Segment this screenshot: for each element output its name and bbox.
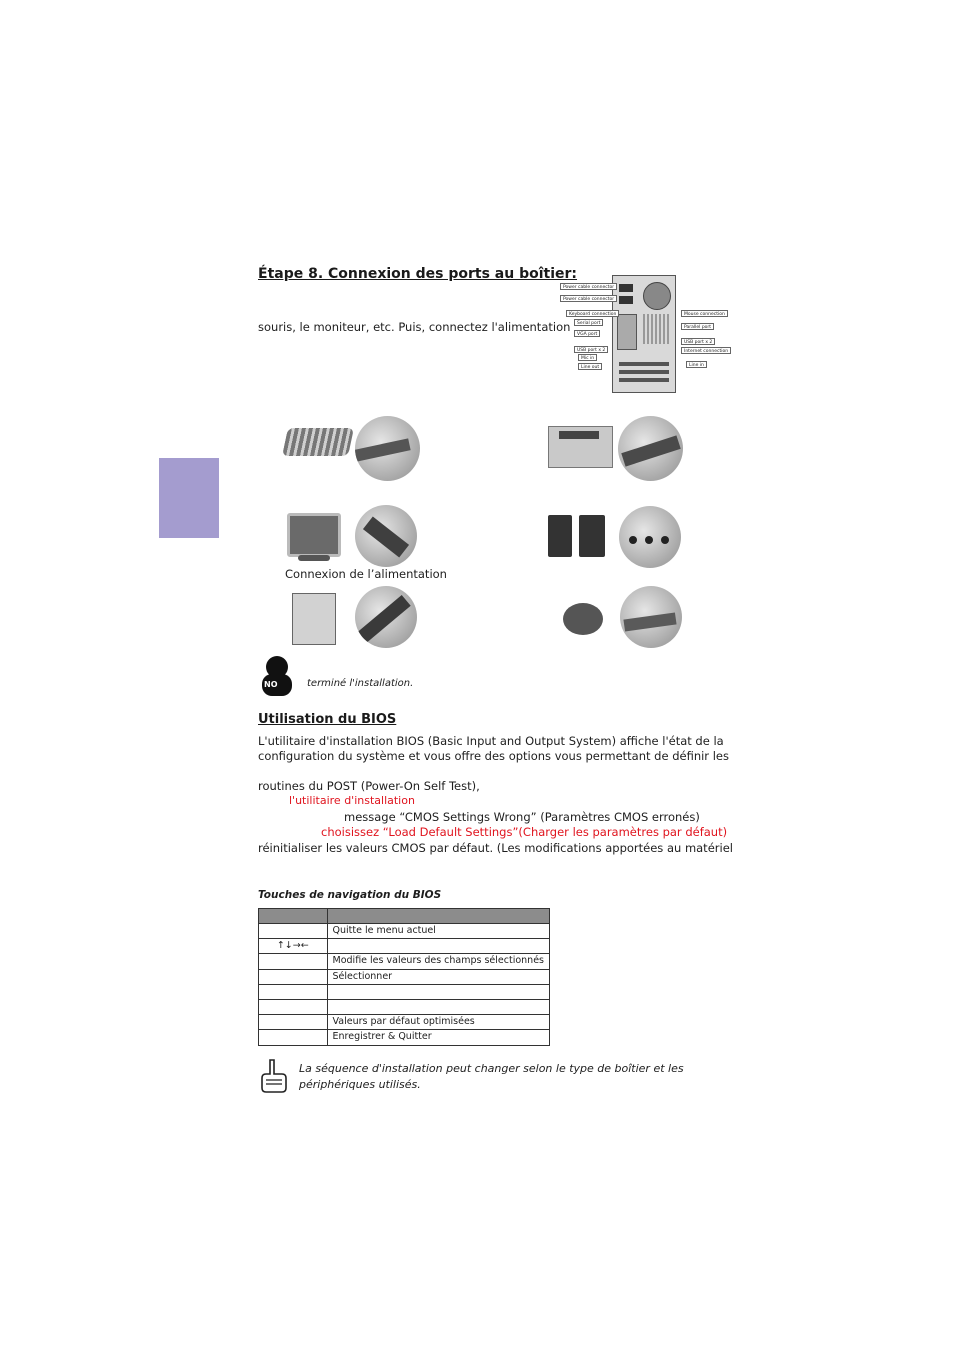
callout-label: Keyboard connection [566,310,619,317]
table-cell-key [259,999,328,1014]
callout-label: USB port x 2 [681,338,715,345]
slot-icon [619,378,669,382]
bios-nav-table [258,908,550,1046]
table-cell-desc [327,939,549,954]
table-row [259,954,550,969]
callout-label: USB port x 2 [574,346,608,353]
case-illustration [612,275,676,393]
fan-icon [643,282,671,310]
printer-icon [548,426,613,468]
vent-icon [643,314,669,344]
callout-label: Line out [578,363,602,370]
callout-label: Power cable connector [560,295,617,302]
note2-text-line: périphériques utilisés. [299,1078,421,1091]
table-cell-desc [327,984,549,999]
printer-port-closeup-icon [618,416,683,481]
callout-label: Parallel port [681,323,714,330]
keyboard-icon [282,428,354,456]
table-cell-desc: Modifie les valeurs des champs sélectionnés [327,954,549,969]
bios-paragraph-line: routines du POST (Power-On Self Test), [258,779,480,793]
callout-label: VGA port [574,330,600,337]
table-cell-desc: Enregistrer & Quitter [327,1030,549,1045]
chapter-side-tab [159,458,219,538]
bios-setup-utility-highlight: l'utilitaire d'installation [289,794,415,807]
table-cell-desc: Sélectionner [327,969,549,984]
pointing-hand-note-icon [258,1058,288,1094]
note1-text: terminé l'installation. [307,678,414,689]
monitor-icon [287,513,341,557]
table-row [259,924,550,939]
table-cell-desc [327,999,549,1014]
callout-label: Serial port [574,319,603,326]
table-cell-desc: Valeurs par défaut optimisées [327,1015,549,1030]
table-cell-desc: Quitte le menu actuel [327,924,549,939]
note2-text-line: La séquence d'installation peut changer selon le type de boîtier et les [299,1062,684,1075]
load-default-settings-highlight: choisissez “Load Default Settings”(Charger les paramètres par défaut) [321,825,728,839]
mouse-icon [563,603,603,635]
table-cell-key [259,969,328,984]
ports-body-text: souris, le moniteur, etc. Puis, connectez l'alimentation [258,320,571,334]
vga-port-closeup-icon [355,505,417,567]
callout-label: Mouse connection [681,310,728,317]
table-row [259,999,550,1014]
bios-paragraph-line: configuration du système et vous offre des options vous permettant de définir les [258,749,729,763]
power-cable-closeup-icon [355,586,417,648]
keyboard-port-closeup-icon [355,416,420,481]
callout-label: Power cable connector [560,283,617,290]
table-cell-key [259,909,328,924]
slot-icon [619,370,669,374]
table-row [259,984,550,999]
power-socket-icon [619,284,633,292]
power-connection-label: Connexion de l’alimentation [285,567,447,581]
bios-nav-title: Touches de navigation du BIOS [258,889,442,901]
callout-label: Mic in [578,354,597,361]
table-header-row [259,909,550,924]
bios-paragraph-line: message “CMOS Settings Wrong” (Paramètres CMOS erronés) [344,810,700,824]
io-ports-icon [617,314,637,350]
table-row [259,969,550,984]
table-cell-key [259,984,328,999]
table-cell-key: ↑↓→← [259,939,328,954]
bios-paragraph-line: L'utilitaire d'installation BIOS (Basic Input and Output System) affiche l'état de la [258,734,724,748]
table-row [259,939,550,954]
section-title-bios: Utilisation du BIOS [258,712,397,727]
no-warning-icon: NO [260,656,294,698]
table-cell-key [259,1015,328,1030]
table-cell-key [259,924,328,939]
table-cell-key [259,954,328,969]
monitor-stand-icon [298,555,330,561]
mouse-port-closeup-icon [620,586,682,648]
tower-pc-icon [292,593,336,645]
case-back-panel-diagram [560,274,729,394]
table-row [259,1030,550,1045]
speaker-icon [548,515,572,557]
callout-label: Line in [686,361,707,368]
speaker-icon [579,515,605,557]
table-row [259,1015,550,1030]
audio-port-closeup-icon [619,506,681,568]
bios-paragraph-line: réinitialiser les valeurs CMOS par défaut. (Les modifications apportées au matériel [258,841,733,855]
slot-icon [619,362,669,366]
table-cell-desc [327,909,549,924]
table-cell-key [259,1030,328,1045]
power-socket-icon [619,296,633,304]
section-title-ports: Étape 8. Connexion des ports au boîtier: [258,266,578,282]
callout-label: Internet connection [681,347,731,354]
